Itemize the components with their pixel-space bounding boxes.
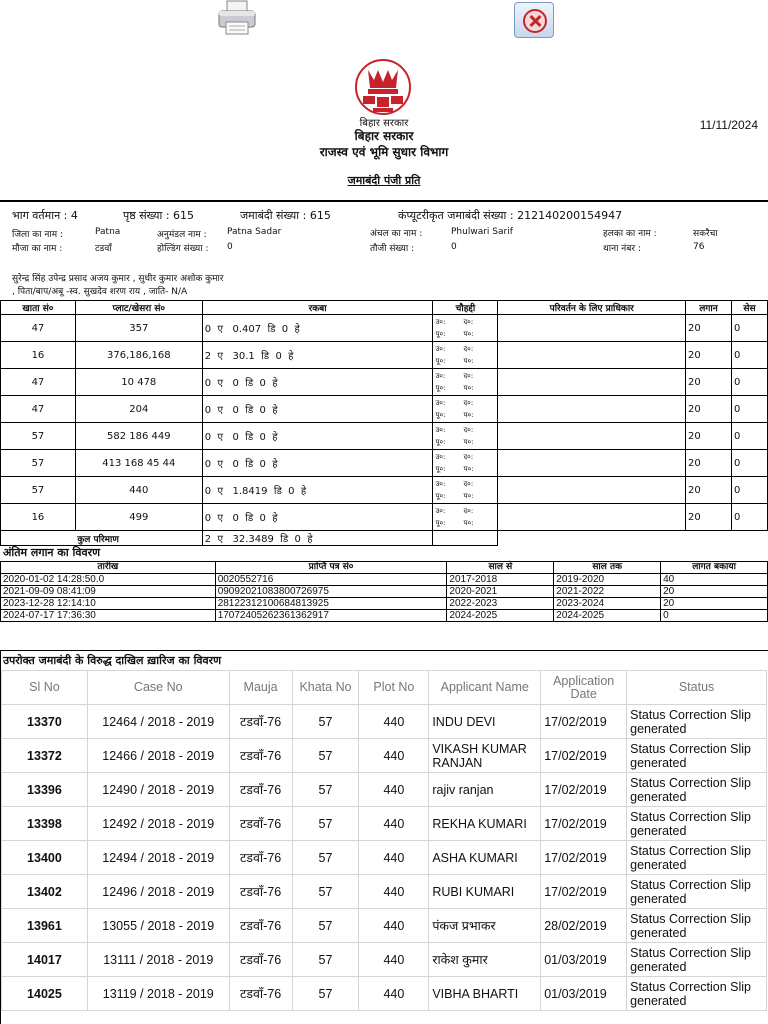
status-header: Status <box>627 671 767 705</box>
caseno-cell: 12492 / 2018 - 2019 <box>87 807 229 841</box>
divider <box>0 200 768 202</box>
boundary-label: पू०: <box>435 384 446 392</box>
rent-date-header: तारीख <box>1 562 216 574</box>
status-cell: Status Correction Slip generated <box>627 841 767 875</box>
boundary-cell <box>433 504 498 531</box>
mauja-label: मौजा का नाम : <box>12 244 63 254</box>
plot-cell: 499 <box>75 504 202 531</box>
plotno-cell: 440 <box>359 943 429 977</box>
lagan-cell: 20 <box>686 315 732 342</box>
boundary-label: उ०: <box>435 345 446 353</box>
print-date: 11/11/2024 <box>699 118 758 132</box>
applicant-cell: REKHA KUMARI <box>429 807 541 841</box>
receipt-number-cell: 0020552716 <box>215 574 447 586</box>
page-number: पृष्ठ संख्या : 615 <box>123 209 195 222</box>
boundary-label: पू०: <box>435 411 446 419</box>
lagan-cell: 20 <box>686 342 732 369</box>
lagan-cell: 20 <box>686 396 732 423</box>
ses-cell: 0 <box>731 342 767 369</box>
boundary-label: पू०: <box>435 357 446 365</box>
total-blank-2 <box>498 531 686 546</box>
mutation-row <box>2 841 767 875</box>
boundary-label: प०: <box>463 411 474 419</box>
rent-date-cell: 2021-09-09 08:41:09 <box>1 586 216 598</box>
boundary-label: द०: <box>463 507 474 515</box>
boundary-label: उ०: <box>435 507 446 515</box>
slno-cell: 13400 <box>2 841 88 875</box>
plotno-cell: 440 <box>359 841 429 875</box>
lagan-cell: 20 <box>686 369 732 396</box>
boundary-cell <box>433 396 498 423</box>
rent-table-header <box>1 562 768 574</box>
khata-cell: 16 <box>1 504 76 531</box>
status-cell: Status Correction Slip generated <box>627 739 767 773</box>
appdate-header: Application Date <box>541 671 627 705</box>
mutation-row <box>2 705 767 739</box>
rakba-header: रकबा <box>202 301 433 315</box>
govt-name-small: बिहार सरकार <box>359 118 409 129</box>
khatano-cell: 57 <box>292 943 359 977</box>
boundary-header: चौहद्दी <box>433 301 498 315</box>
dues-cell: 0 <box>661 610 768 622</box>
holding-value: 0 <box>227 242 233 252</box>
rent-date-cell: 2023-12-28 12:14:10 <box>1 598 216 610</box>
plotno-cell: 440 <box>359 807 429 841</box>
applicant-cell: राकेश कुमार <box>429 943 541 977</box>
slno-cell: 13402 <box>2 875 88 909</box>
tauji-label: तौजी संख्या : <box>370 244 415 254</box>
rent-section-heading: अंतिम लगान का विवरण <box>3 546 101 559</box>
mutation-row <box>2 875 767 909</box>
khata-cell: 47 <box>1 315 76 342</box>
rent-row <box>1 598 768 610</box>
father-name: , पिता/बाप/अबू -स्व. सुखदेव शरण राय , जाति- N/A <box>12 287 188 297</box>
applicant-cell: rajiv ranjan <box>429 773 541 807</box>
boundary-label: द०: <box>463 426 474 434</box>
authority-cell <box>498 315 686 342</box>
land-total-row <box>1 531 768 546</box>
plotno-cell: 440 <box>359 977 429 1011</box>
khata-cell: 47 <box>1 369 76 396</box>
district-label: जिला का नाम : <box>12 230 64 240</box>
land-row <box>1 423 768 450</box>
lagan-cell: 20 <box>686 477 732 504</box>
receipt-number-cell: 2812231210068481​3925 <box>215 598 447 610</box>
appdate-cell: 17/02/2019 <box>541 875 627 909</box>
year-to-cell: 2023-2024 <box>554 598 661 610</box>
slno-cell: 13372 <box>2 739 88 773</box>
land-table <box>0 300 768 546</box>
subdivision-label: अनुमंडल नाम : <box>157 230 207 240</box>
plotno-header: Plot No <box>359 671 429 705</box>
rakba-cell: 0 ए 1.8419 डि 0 हे <box>202 477 433 504</box>
rakba-cell: 0 ए 0 डि 0 हे <box>202 504 433 531</box>
slno-cell: 14025 <box>2 977 88 1011</box>
dues-cell: 20 <box>661 598 768 610</box>
land-row <box>1 450 768 477</box>
caseno-cell: 12496 / 2018 - 2019 <box>87 875 229 909</box>
receipt-header: प्राप्ति पत्र सं० <box>215 562 447 574</box>
ses-cell: 0 <box>731 315 767 342</box>
mutation-section-heading: उपरोक्त जमाबंदी के विरुद्ध दाखिल ख़ारिज का विवरण <box>3 654 222 667</box>
caseno-cell: 13111 / 2018 - 2019 <box>87 943 229 977</box>
boundary-label: प०: <box>463 465 474 473</box>
lagan-header: लगान <box>686 301 732 315</box>
authority-cell <box>498 342 686 369</box>
ses-cell: 0 <box>731 369 767 396</box>
land-row <box>1 396 768 423</box>
tauji-value: 0 <box>451 242 457 252</box>
year-from-cell: 2024-2025 <box>447 610 554 622</box>
halka-label: हलका का नाम : <box>603 229 657 239</box>
close-button[interactable] <box>514 2 554 38</box>
dues-cell: 40 <box>661 574 768 586</box>
plot-cell: 582 186 449 <box>75 423 202 450</box>
authority-cell <box>498 369 686 396</box>
boundary-label: उ०: <box>435 453 446 461</box>
appdate-cell: 17/02/2019 <box>541 841 627 875</box>
applicant-cell: INDU DEVI <box>429 705 541 739</box>
receipt-number-cell: 1707240526236136​2917 <box>215 610 447 622</box>
mauja-cell: टडवॉं-76 <box>229 705 292 739</box>
boundary-label: उ०: <box>435 399 446 407</box>
total-blank-4 <box>731 531 767 546</box>
appdate-cell: 28/02/2019 <box>541 909 627 943</box>
plot-cell: 10 478 <box>75 369 202 396</box>
slno-cell: 13396 <box>2 773 88 807</box>
mauja-cell: टडवॉं-76 <box>229 739 292 773</box>
plot-cell: 413 168 45 44 <box>75 450 202 477</box>
khata-header: खाता सं० <box>1 301 76 315</box>
boundary-label: पू०: <box>435 330 446 338</box>
boundary-cell <box>433 450 498 477</box>
plotno-cell: 440 <box>359 705 429 739</box>
land-row <box>1 477 768 504</box>
rent-row <box>1 610 768 622</box>
status-cell: Status Correction Slip generated <box>627 943 767 977</box>
year-from-cell: 2022-2023 <box>447 598 554 610</box>
status-cell: Status Correction Slip generated <box>627 705 767 739</box>
boundary-label: द०: <box>463 345 474 353</box>
status-cell: Status Correction Slip generated <box>627 909 767 943</box>
appdate-cell: 17/02/2019 <box>541 807 627 841</box>
applicant-cell: RUBI KUMARI <box>429 875 541 909</box>
printer-icon[interactable] <box>215 0 259 36</box>
caseno-header: Case No <box>87 671 229 705</box>
slno-cell: 13398 <box>2 807 88 841</box>
ses-cell: 0 <box>731 477 767 504</box>
khata-cell: 47 <box>1 396 76 423</box>
boundary-label: प०: <box>463 438 474 446</box>
authority-cell <box>498 423 686 450</box>
dues-cell: 20 <box>661 586 768 598</box>
lagan-cell: 20 <box>686 450 732 477</box>
boundary-label: उ०: <box>435 426 446 434</box>
authority-cell <box>498 504 686 531</box>
total-label: कुल परिमाण <box>75 531 202 546</box>
mutation-row <box>2 977 767 1011</box>
plot-cell: 357 <box>75 315 202 342</box>
land-row <box>1 369 768 396</box>
khata-cell: 57 <box>1 423 76 450</box>
boundary-label: प०: <box>463 330 474 338</box>
caseno-cell: 13119 / 2018 - 2019 <box>87 977 229 1011</box>
department-name: राजस्व एवं भूमि सुधार विभाग <box>319 145 449 159</box>
slno-header: Sl No <box>2 671 88 705</box>
khatano-cell: 57 <box>292 875 359 909</box>
plot-cell: 204 <box>75 396 202 423</box>
caseno-cell: 12490 / 2018 - 2019 <box>87 773 229 807</box>
thana-value: 76 <box>693 242 705 252</box>
slno-cell: 14017 <box>2 943 88 977</box>
boundary-label: पू०: <box>435 519 446 527</box>
ses-header: सेस <box>731 301 767 315</box>
plotno-cell: 440 <box>359 909 429 943</box>
status-cell: Status Correction Slip generated <box>627 773 767 807</box>
mutation-table-header <box>2 671 767 705</box>
mutation-table <box>1 670 767 1011</box>
appdate-cell: 17/02/2019 <box>541 773 627 807</box>
raiyat-names: सुरेन्द्र सिंह उपेन्द्र प्रसाद अजय कुमार , सुधीर कुमार अशोक कुमार <box>12 274 224 284</box>
boundary-label: पू०: <box>435 438 446 446</box>
district-value: Patna <box>95 227 121 237</box>
khatano-cell: 57 <box>292 773 359 807</box>
mutation-row <box>2 739 767 773</box>
mauja-cell: टडवॉं-76 <box>229 875 292 909</box>
khatano-cell: 57 <box>292 909 359 943</box>
ses-cell: 0 <box>731 504 767 531</box>
status-cell: Status Correction Slip generated <box>627 977 767 1011</box>
plotno-cell: 440 <box>359 875 429 909</box>
boundary-cell <box>433 423 498 450</box>
appdate-cell: 01/03/2019 <box>541 943 627 977</box>
status-cell: Status Correction Slip generated <box>627 875 767 909</box>
rakba-cell: 0 ए 0 डि 0 हे <box>202 423 433 450</box>
boundary-label: द०: <box>463 318 474 326</box>
applicant-cell: VIBHA BHARTI <box>429 977 541 1011</box>
boundary-label: द०: <box>463 372 474 380</box>
caseno-cell: 12494 / 2018 - 2019 <box>87 841 229 875</box>
rakba-cell: 0 ए 0 डि 0 हे <box>202 450 433 477</box>
applicant-header: Applicant Name <box>429 671 541 705</box>
close-icon <box>523 9 547 33</box>
boundary-label: पू०: <box>435 465 446 473</box>
halka-value: सकरैचा <box>693 229 718 239</box>
mauja-cell: टडवॉं-76 <box>229 943 292 977</box>
status-cell: Status Correction Slip generated <box>627 807 767 841</box>
plotno-cell: 440 <box>359 773 429 807</box>
holding-label: होल्डिंग संख्या : <box>157 244 209 254</box>
khatano-header: Khata No <box>292 671 359 705</box>
ses-cell: 0 <box>731 423 767 450</box>
rent-row <box>1 574 768 586</box>
boundary-label: प०: <box>463 492 474 500</box>
plot-cell: 440 <box>75 477 202 504</box>
caseno-cell: 13055 / 2018 - 2019 <box>87 909 229 943</box>
boundary-cell <box>433 477 498 504</box>
applicant-cell: पंकज प्रभाकर <box>429 909 541 943</box>
thana-label: थाना नंबर : <box>603 244 641 254</box>
year-from-header: साल से <box>447 562 554 574</box>
boundary-cell <box>433 315 498 342</box>
mauja-cell: टडवॉं-76 <box>229 807 292 841</box>
applicant-cell: ASHA KUMARI <box>429 841 541 875</box>
total-blank-3 <box>686 531 732 546</box>
dues-header: लागत बकाया <box>661 562 768 574</box>
boundary-label: उ०: <box>435 372 446 380</box>
jamabandi-number: जमाबंदी संख्या : 615 <box>240 209 331 222</box>
slno-cell: 13961 <box>2 909 88 943</box>
year-to-cell: 2024-2025 <box>554 610 661 622</box>
year-to-header: साल तक <box>554 562 661 574</box>
mutation-row <box>2 943 767 977</box>
boundary-cell <box>433 342 498 369</box>
khata-cell: 57 <box>1 477 76 504</box>
lagan-cell: 20 <box>686 504 732 531</box>
circle-value: Phulwari Sarif <box>451 227 513 237</box>
total-rakba: 2 ए 32.3489 डि 0 हे <box>202 531 433 546</box>
ses-cell: 0 <box>731 450 767 477</box>
rakba-cell: 0 ए 0 डि 0 हे <box>202 396 433 423</box>
authority-header: परिवर्तन के लिए प्राधिकार <box>498 301 686 315</box>
land-row <box>1 315 768 342</box>
mutation-row <box>2 773 767 807</box>
boundary-label: द०: <box>463 453 474 461</box>
appdate-cell: 01/03/2019 <box>541 977 627 1011</box>
boundary-label: प०: <box>463 519 474 527</box>
subdivision-value: Patna Sadar <box>227 227 282 237</box>
receipt-number-cell: 0909202108380072​6975 <box>215 586 447 598</box>
rakba-cell: 2 ए 30.1 डि 0 हे <box>202 342 433 369</box>
khatano-cell: 57 <box>292 977 359 1011</box>
mauja-header: Mauja <box>229 671 292 705</box>
rakba-cell: 0 ए 0.407 डि 0 हे <box>202 315 433 342</box>
plotno-cell: 440 <box>359 739 429 773</box>
boundary-cell <box>433 369 498 396</box>
year-to-cell: 2019-2020 <box>554 574 661 586</box>
govt-name: बिहार सरकार <box>354 129 414 143</box>
rent-date-cell: 2020-01-02 14:28:50.0 <box>1 574 216 586</box>
authority-cell <box>498 396 686 423</box>
rent-table <box>0 561 768 622</box>
mutation-row <box>2 807 767 841</box>
boundary-label: द०: <box>463 480 474 488</box>
plot-cell: 376,186,168 <box>75 342 202 369</box>
authority-cell <box>498 477 686 504</box>
rent-row <box>1 586 768 598</box>
khata-cell: 57 <box>1 450 76 477</box>
total-boundary <box>433 531 498 546</box>
year-to-cell: 2021-2022 <box>554 586 661 598</box>
year-from-cell: 2017-2018 <box>447 574 554 586</box>
land-row <box>1 504 768 531</box>
applicant-cell: VIKASH KUMAR RANJAN <box>429 739 541 773</box>
rakba-cell: 0 ए 0 डि 0 हे <box>202 369 433 396</box>
rent-date-cell: 2024-07-17 17:36:30 <box>1 610 216 622</box>
land-row <box>1 342 768 369</box>
mutation-row <box>2 909 767 943</box>
boundary-label: उ०: <box>435 480 446 488</box>
land-table-header <box>1 301 768 315</box>
lagan-cell: 20 <box>686 423 732 450</box>
page-title: जमाबंदी पंजी प्रति <box>347 174 421 187</box>
khatano-cell: 57 <box>292 807 359 841</box>
mauja-cell: टडवॉं-76 <box>229 977 292 1011</box>
boundary-label: प०: <box>463 357 474 365</box>
khatano-cell: 57 <box>292 705 359 739</box>
circle-label: अंचल का नाम : <box>370 229 423 239</box>
caseno-cell: 12466 / 2018 - 2019 <box>87 739 229 773</box>
authority-cell <box>498 450 686 477</box>
total-blank <box>1 531 76 546</box>
bhag-vartaman: भाग वर्तमान : 4 <box>12 209 78 222</box>
khata-cell: 16 <box>1 342 76 369</box>
boundary-label: द०: <box>463 399 474 407</box>
boundary-label: पू०: <box>435 492 446 500</box>
bihar-emblem-logo <box>346 58 420 116</box>
caseno-cell: 12464 / 2018 - 2019 <box>87 705 229 739</box>
boundary-label: उ०: <box>435 318 446 326</box>
plot-header: प्लाट/खेसरा सं० <box>75 301 202 315</box>
mauja-value: टडवॉं <box>95 244 112 254</box>
ses-cell: 0 <box>731 396 767 423</box>
boundary-label: प०: <box>463 384 474 392</box>
mauja-cell: टडवॉं-76 <box>229 773 292 807</box>
mauja-cell: टडवॉं-76 <box>229 841 292 875</box>
appdate-cell: 17/02/2019 <box>541 705 627 739</box>
year-from-cell: 2020-2021 <box>447 586 554 598</box>
slno-cell: 13370 <box>2 705 88 739</box>
appdate-cell: 17/02/2019 <box>541 739 627 773</box>
khatano-cell: 57 <box>292 739 359 773</box>
khatano-cell: 57 <box>292 841 359 875</box>
mauja-cell: टडवॉं-76 <box>229 909 292 943</box>
computerised-jamabandi-number: कंप्यूटरीकृत जमाबंदी संख्या : 212140200154947 <box>398 209 623 222</box>
